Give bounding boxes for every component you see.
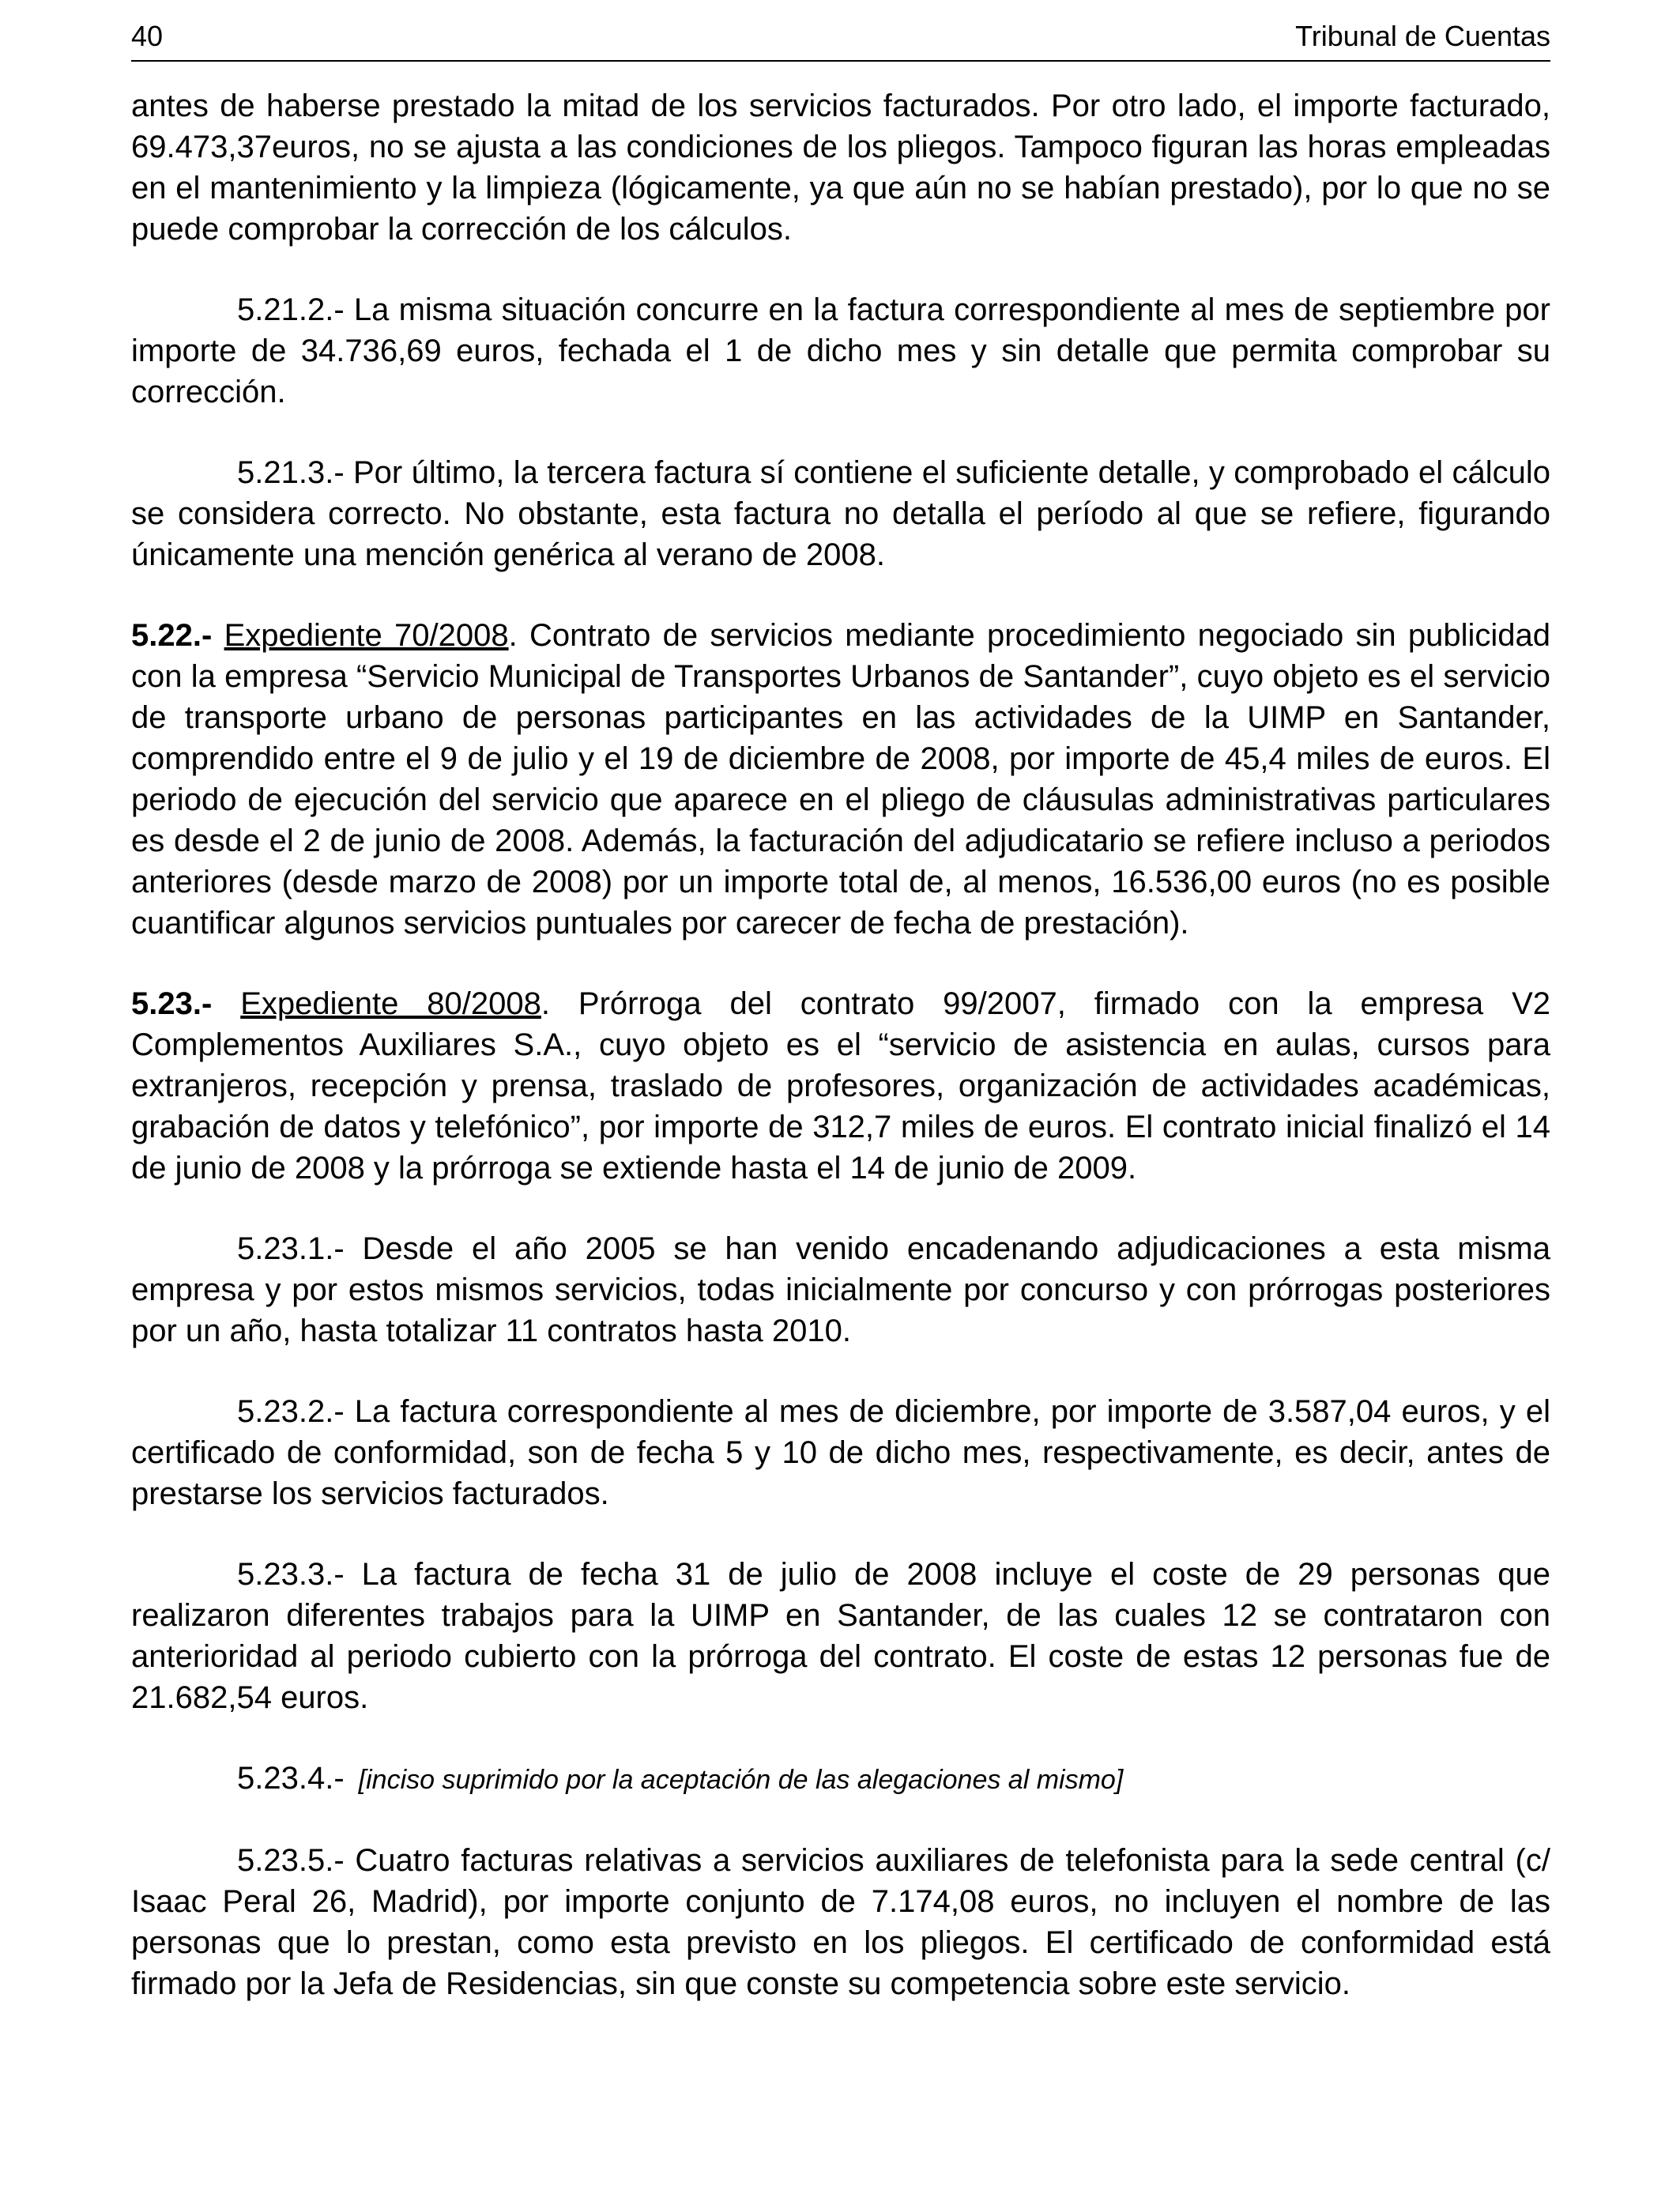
paragraph-text: . Contrato de servicios mediante procedimiento negociado sin publicidad con la empresa “Servicio Municipal de Transportes Urbanos de Santander”, cuyo objeto es el servicio de transporte urbano de personas participantes en las actividades de la UIMP en Santander, comprendido entre el 9 de julio y el 19 de diciembre de 2008, por importe de 45,4 miles de euros. El periodo de ejecución del servicio que aparece en el pliego de cláusulas administrativas particulares es desde el 2 de junio de 2008. Además, la facturación del adjudicatario se refiere incluso a periodos anteriores (desde marzo de 2008) por un importe total de, al menos, 16.536,00 euros (no es posible cuantificar algunos servicios puntuales por carecer de fecha de prestación).: [131, 618, 1550, 941]
paragraph-5-21-2: 5.21.2.- La misma situación concurre en la factura correspondiente al mes de septiembre por importe de 34.736,69 euros, fechada el 1 de dicho mes y sin detalle que permita comprobar su corrección.: [131, 292, 1550, 409]
paragraph-text: . Prórroga del contrato 99/2007, firmado con la empresa V2 Complementos Auxiliares S.A., cuyo objeto es el “servicio de asistencia en aulas, cursos para extranjeros, recepción y prensa, traslado de profesores, organización de actividades académicas, grabación de datos y telefónico”, por importe de 312,7 miles de euros. El contrato inicial finalizó el 14 de junio de 2008 y la prórroga se extiende hasta el 14 de junio de 2009.: [131, 986, 1551, 1186]
expediente-reference: Expediente 80/2008: [240, 986, 541, 1021]
paragraph-5-23-4: [131, 1758, 1550, 1800]
page-header: [131, 16, 1550, 62]
document-page: [131, 16, 1550, 2044]
paragraph-5-23-5: 5.23.5.- Cuatro facturas relativas a servicios auxiliares de telefonista para la sede central (c/ Isaac Peral 26, Madrid), por importe conjunto de 7.174,08 euros, no incluyen el nombre de las personas que lo prestan, como esta previsto en los pliegos. El certificado de conformidad está firmado por la Jefa de Residencias, sin que conste su competencia sobre este servicio.: [131, 1843, 1550, 2001]
section-number: 5.23.-: [131, 986, 213, 1021]
section-number: 5.23.4.-: [237, 1761, 345, 1796]
paragraph-5-22: [131, 615, 1550, 944]
paragraph-5-23-3: 5.23.3.- La factura de fecha 31 de julio de 2008 incluye el coste de 29 personas que realizaron diferentes trabajos para la UIMP en Santander, de las cuales 12 se contrataron con anterioridad al periodo cubierto con la prórroga del contrato. El coste de estas 12 personas fue de 21.682,54 euros.: [131, 1557, 1550, 1715]
paragraph-5-23-2: 5.23.2.- La factura correspondiente al mes de diciembre, por importe de 3.587,04 euros, y el certificado de conformidad, son de fecha 5 y 10 de dicho mes, respectivamente, es decir, antes de prestarse los servicios facturados.: [131, 1394, 1550, 1511]
document-body: [131, 85, 1550, 2004]
paragraph-5-23-1: 5.23.1.- Desde el año 2005 se han venido encadenando adjudicaciones a esta misma empresa y por estos mismos servicios, todas inicialmente por concurso y con prórrogas posteriores por un año, hasta totalizar 11 contratos hasta 2010.: [131, 1231, 1550, 1348]
header-title: Tribunal de Cuentas: [1295, 20, 1550, 52]
page-number: 40: [131, 20, 164, 52]
expediente-reference: Expediente 70/2008: [224, 618, 509, 653]
paragraph-5-21-3: 5.21.3.- Por último, la tercera factura sí contiene el suficiente detalle, y comprobado el cálculo se considera correcto. No obstante, esta factura no detalla el período al que se refiere, figurando únicamente una mención genérica al verano de 2008.: [131, 455, 1550, 572]
paragraph-continuation: antes de haberse prestado la mitad de los servicios facturados. Por otro lado, el importe facturado, 69.473,37euros, no se ajusta a las condiciones de los pliegos. Tampoco figuran las horas empleadas en el mantenimiento y la limpieza (lógicamente, ya que aún no se habían prestado), por lo que no se puede comprobar la corrección de los cálculos.: [131, 89, 1550, 247]
suppressed-note: [inciso suprimido por la aceptación de las alegaciones al mismo]: [358, 1765, 1124, 1795]
section-number: 5.22.-: [131, 618, 213, 653]
paragraph-5-23: [131, 983, 1550, 1189]
